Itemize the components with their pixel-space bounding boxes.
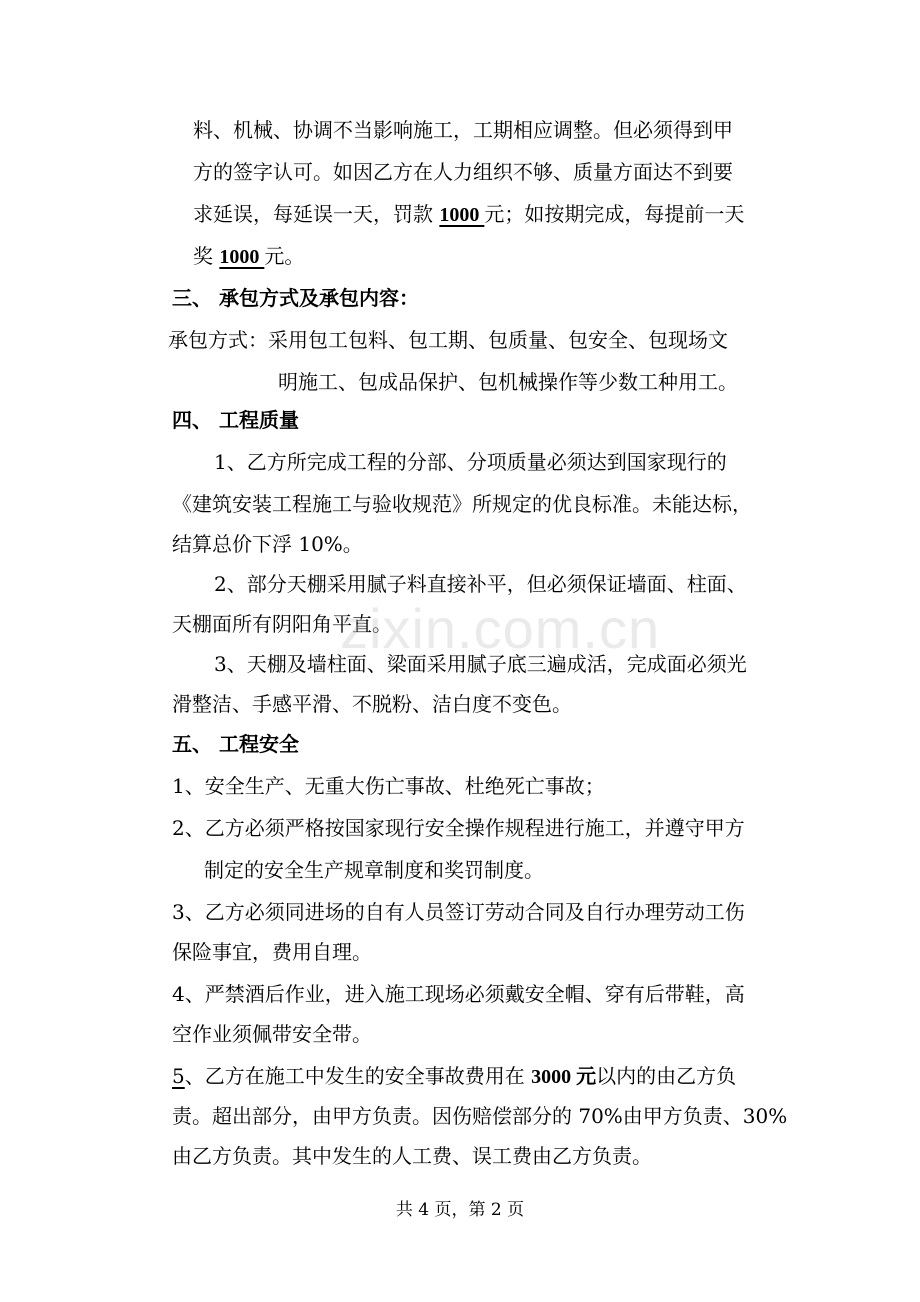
safety-item-3-line-1: 3、乙方必须同进场的自有人员签订劳动合同及自行办理劳动工伤 [172, 900, 745, 924]
intro-line-4-text-b: 元。 [264, 244, 305, 268]
section-5-heading: 五、 工程安全 [172, 732, 299, 756]
section-3-heading: 三、 承包方式及承包内容： [172, 286, 419, 310]
intro-line-1: 料、机械、协调不当影响施工，工期相应调整。但必须得到甲 [193, 118, 733, 142]
intro-line-3-text-a: 求延误，每延误一天，罚款 [193, 202, 440, 226]
intro-line-3-text-b: 元；如按期完成，每提前一天 [484, 202, 745, 226]
safety-item-3-line-2: 保险事宜，费用自理。 [172, 940, 372, 964]
section-4-heading: 四、 工程质量 [172, 408, 299, 432]
safety-item-5-line-3: 由乙方负责。其中发生的人工费、误工费由乙方负责。 [172, 1144, 652, 1168]
safety-item-5-line-2: 责。超出部分，由甲方负责。因伤赔偿部分的 70%由甲方负责、30% [172, 1104, 788, 1128]
quality-item-3-line-1: 3、天棚及墙柱面、梁面采用腻子底三遍成活，完成面必须光 [214, 652, 747, 676]
section-3-method-line-1: 承包方式：采用包工包料、包工期、包质量、包安全、包现场文 [168, 328, 728, 352]
reward-amount: 1000 [219, 246, 265, 268]
quality-item-2-line-2: 天棚面所有阴阳角平直。 [172, 612, 392, 636]
safety-item-5-number: 5 [172, 1064, 185, 1088]
section-3-method-line-2: 明施工、包成品保护、包机械操作等少数工种用工。 [278, 370, 738, 394]
safety-item-4-line-2: 空作业须佩带安全带。 [172, 1022, 372, 1046]
intro-line-4 [193, 242, 304, 270]
page-footer: 共 4 页，第 2 页 [395, 1200, 525, 1220]
accident-cost-threshold: 3000 元 [531, 1066, 597, 1088]
intro-line-4-text-a: 奖 [193, 244, 220, 268]
intro-line-2: 方的签字认可。如因乙方在人力组织不够、质量方面达不到要 [193, 160, 733, 184]
quality-item-3-line-2: 滑整洁、手感平滑、不脱粉、洁白度不变色。 [172, 692, 572, 716]
quality-item-2-line-1: 2、部分天棚采用腻子料直接补平，但必须保证墙面、柱面、 [214, 572, 747, 596]
quality-item-1-line-3: 结算总价下浮 10%。 [172, 532, 363, 556]
safety-item-5-line-1 [172, 1062, 736, 1090]
intro-line-3 [193, 200, 744, 228]
safety-item-1: 1、安全生产、无重大伤亡事故、杜绝死亡事故； [172, 774, 605, 798]
watermark: zixin.com.cn [340, 597, 661, 660]
quality-item-1-line-2: 《建筑安装工程施工与验收规范》所规定的优良标准。未能达标， [172, 492, 752, 516]
safety-item-5-text-a: 、乙方在施工中发生的安全事故费用在 [184, 1064, 532, 1088]
safety-item-2-line-1: 2、乙方必须严格按国家现行安全操作规程进行施工，并遵守甲方 [172, 816, 745, 840]
safety-item-5-text-b: 以内的由乙方负 [596, 1064, 737, 1088]
penalty-amount: 1000 [439, 204, 485, 226]
safety-item-2-line-2: 制定的安全生产规章制度和奖罚制度。 [204, 858, 544, 882]
safety-item-4-line-1: 4、严禁酒后作业，进入施工现场必须戴安全帽、穿有后带鞋，高 [172, 982, 745, 1006]
quality-item-1-line-1: 1、乙方所完成工程的分部、分项质量必须达到国家现行的 [214, 450, 727, 474]
